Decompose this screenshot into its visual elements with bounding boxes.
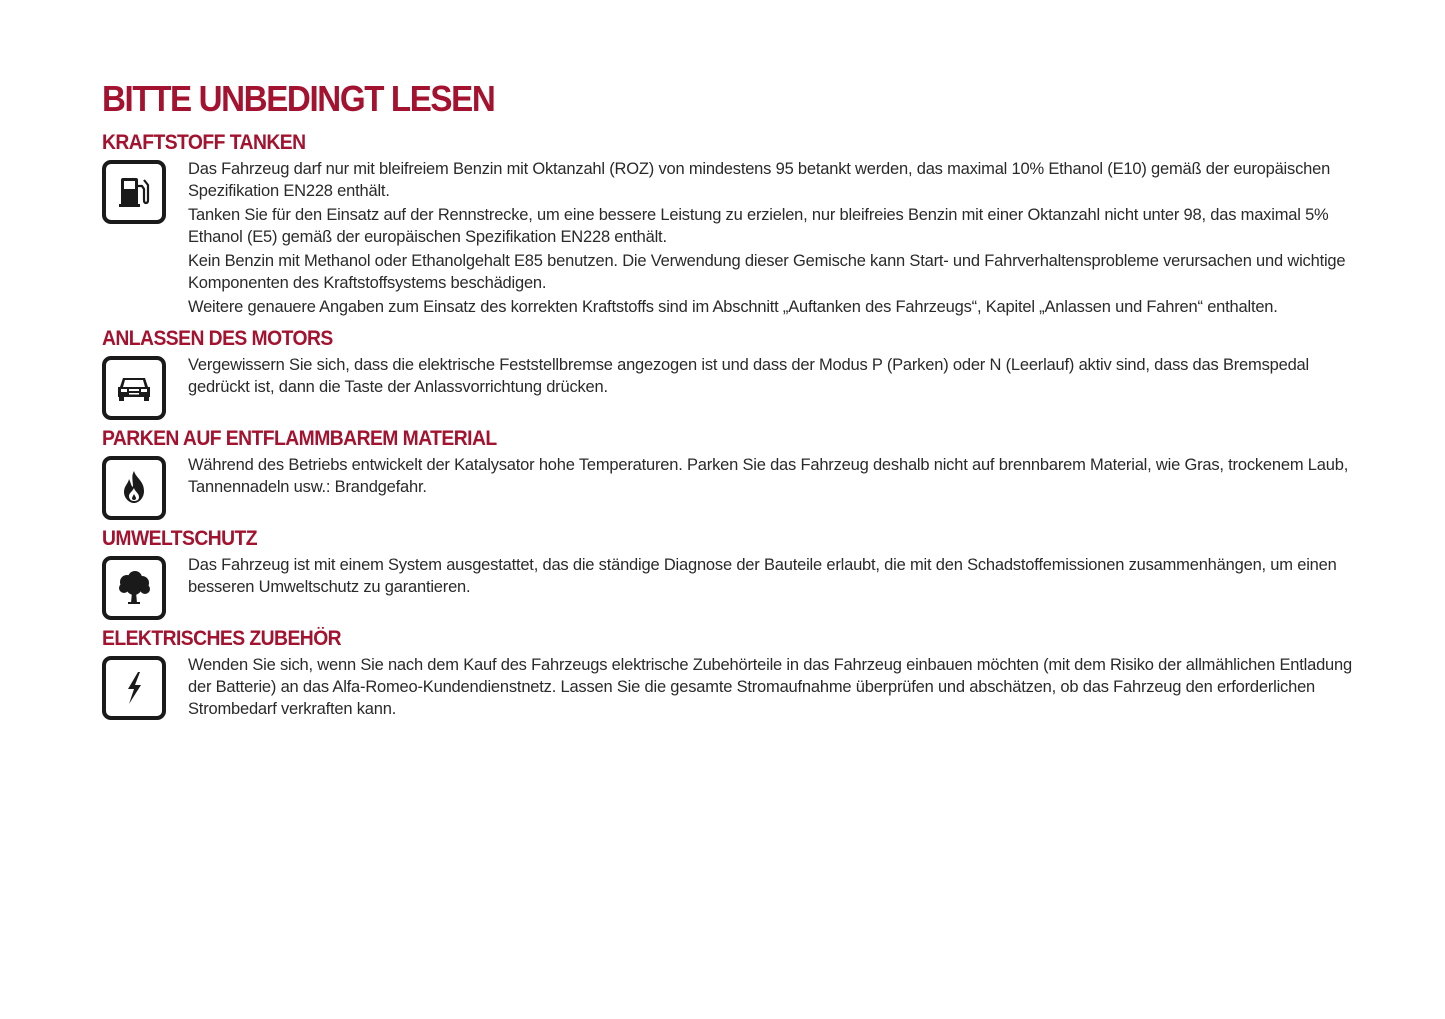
fuel-pump-icon [102, 160, 166, 224]
flame-icon [102, 456, 166, 520]
section-text [188, 354, 1372, 400]
section-text [188, 654, 1372, 722]
section-text [188, 554, 1372, 600]
section-heading: KRAFTSTOFF TANKEN [102, 131, 306, 154]
section-electrical [102, 626, 1372, 722]
section-heading: ELEKTRISCHES ZUBEHÖR [102, 627, 342, 650]
section-text [188, 454, 1372, 500]
section-heading: ANLASSEN DES MOTORS [102, 327, 333, 350]
section-flammable [102, 426, 1372, 520]
section-fuel [102, 130, 1372, 320]
paragraph: Wenden Sie sich, wenn Sie nach dem Kauf des Fahrzeugs elektrische Zubehörteile in das Fahrzeug einbauen möchten (mit dem Risiko der allmählichen Entladung der Batterie) an das Alfa-Romeo-Kundendienstnetz. Lassen Sie die gesamte Stromaufnahme überprüfen und abschätzen, ob das Fahrzeug den erforderlichen Strombedarf verkraften kann. [188, 656, 1352, 718]
paragraph: Vergewissern Sie sich, dass die elektrische Feststellbremse angezogen ist und dass der Modus P (Parken) oder N (Leerlauf) aktiv sind, dass das Bremspedal gedrückt ist, dann die Taste der Anlassvorrichtung drücken. [188, 356, 1309, 396]
paragraph: Weitere genauere Angaben zum Einsatz des korrekten Kraftstoffs sind im Abschnitt „Auftanken des Fahrzeugs“, Kapitel „Anlassen und Fahren“ enthalten. [188, 298, 1278, 316]
section-text [188, 158, 1372, 320]
section-engine-start [102, 326, 1372, 420]
car-front-icon [102, 356, 166, 420]
paragraph: Tanken Sie für den Einsatz auf der Rennstrecke, um eine bessere Leistung zu erzielen, nur bleifreies Benzin mit einer Oktanzahl nicht unter 98, das maximal 5% Ethanol (E5) gemäß der europäischen Spezifikation EN228 enthält. [188, 206, 1329, 246]
paragraph: Das Fahrzeug ist mit einem System ausgestattet, das die ständige Diagnose der Bauteile erlaubt, die mit den Schadstoffemissionen zusammenhängen, um einen besseren Umweltschutz zu garantieren. [188, 556, 1337, 596]
section-heading: PARKEN AUF ENTFLAMMBAREM MATERIAL [102, 427, 497, 450]
paragraph: Während des Betriebs entwickelt der Katalysator hohe Temperaturen. Parken Sie das Fahrzeug deshalb nicht auf brennbarem Material, wie Gras, trockenem Laub, Tannennadeln usw.: Brandgefahr. [188, 456, 1349, 496]
section-environment [102, 526, 1372, 620]
paragraph: Das Fahrzeug darf nur mit bleifreiem Benzin mit Oktanzahl (ROZ) von mindestens 95 betankt werden, das maximal 10% Ethanol (E10) gemäß der europäischen Spezifikation EN228 enthält. [188, 160, 1331, 200]
tree-icon [102, 556, 166, 620]
manual-page [102, 78, 1372, 722]
page-title: BITTE UNBEDINGT LESEN [102, 78, 495, 119]
paragraph: Kein Benzin mit Methanol oder Ethanolgehalt E85 benutzen. Die Verwendung dieser Gemische kann Start- und Fahrverhaltensprobleme verursachen und wichtige Komponenten des Kraftstoffsystems beschädigen. [188, 252, 1346, 292]
section-heading: UMWELTSCHUTZ [102, 527, 258, 550]
lightning-icon [102, 656, 166, 720]
